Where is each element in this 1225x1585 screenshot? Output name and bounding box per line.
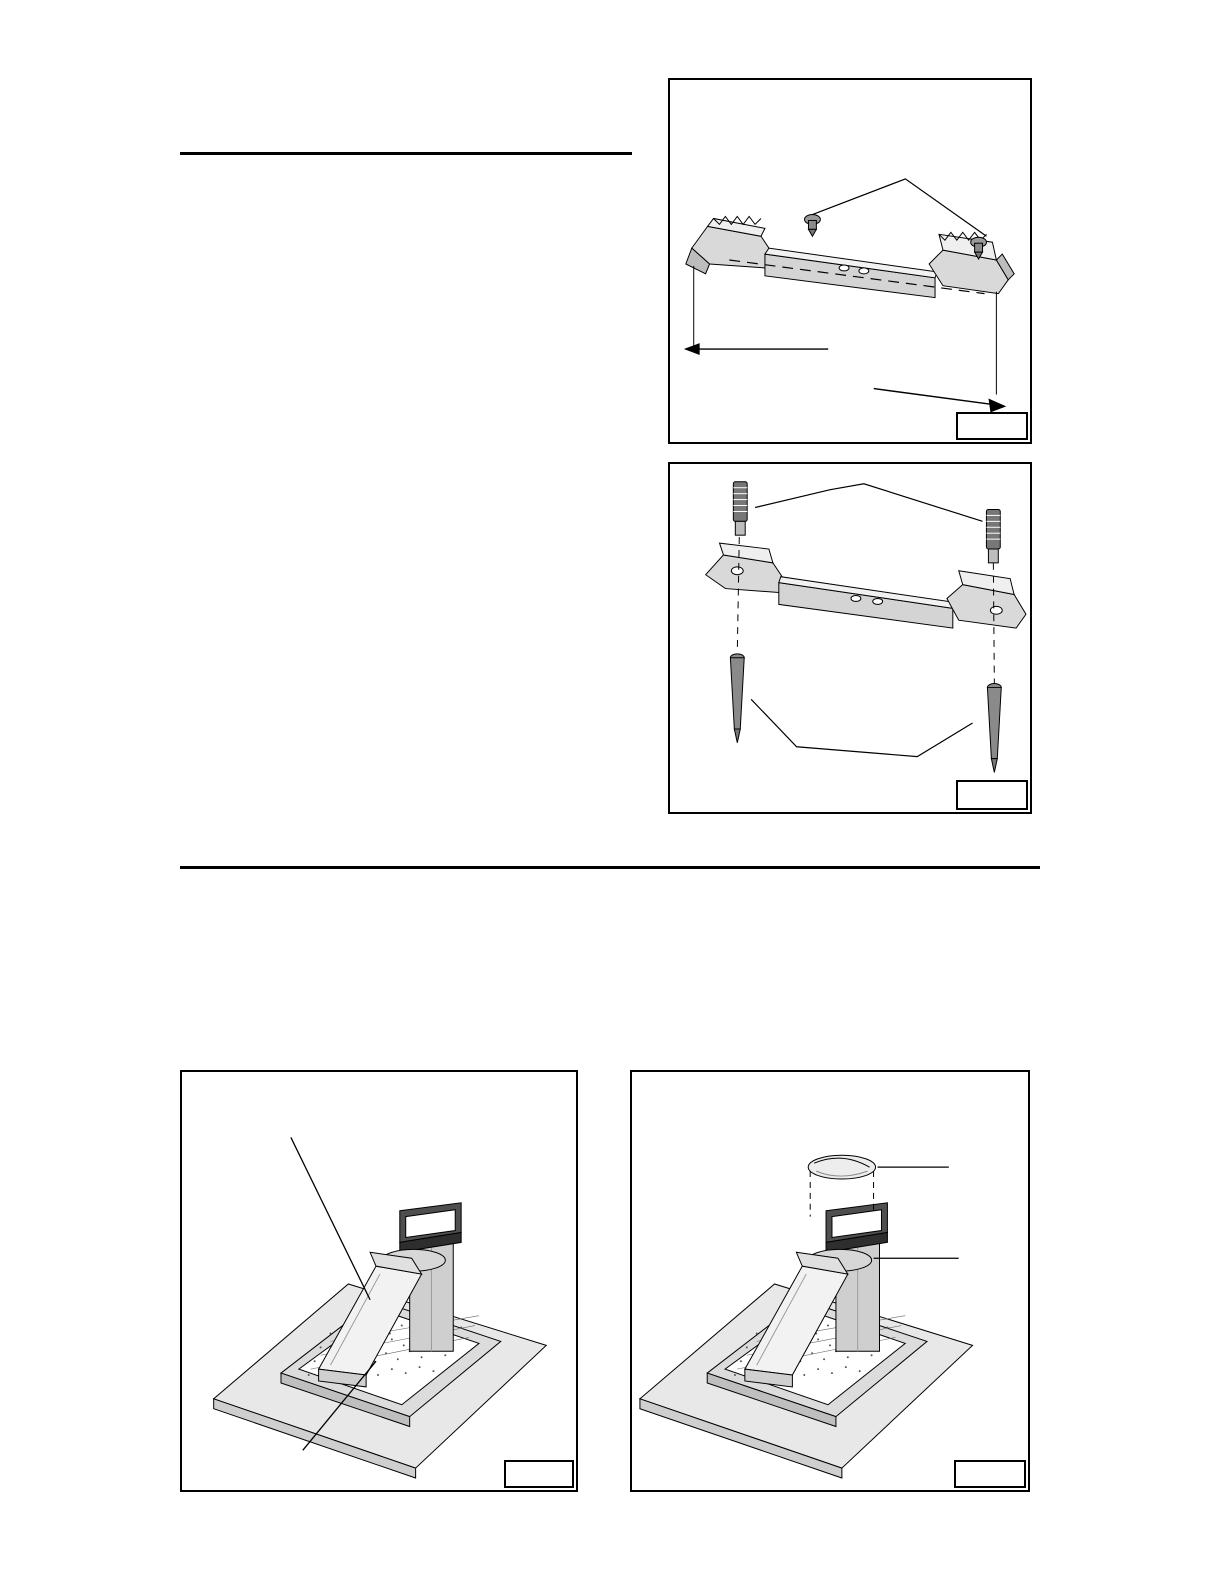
figure-bracket-screws-illustration [670,80,1030,442]
figure-label [954,1460,1026,1488]
section-body-top [180,175,640,835]
figure-label [956,780,1028,810]
section-body-middle [180,915,1010,1055]
figure-bracket-anchors-illustration [670,464,1030,812]
figure-duct-cover-illustration [632,1072,1028,1490]
figure-bracket-anchors [668,462,1032,814]
figure-duct-cover [630,1070,1030,1492]
section-divider-middle [180,866,1040,869]
figure-bracket-screws [668,78,1032,444]
section-divider-top [180,152,632,155]
figure-label [956,412,1028,440]
figure-duct-assembly [180,1070,578,1492]
figure-label [504,1460,574,1488]
figure-duct-assembly-illustration [182,1072,576,1490]
